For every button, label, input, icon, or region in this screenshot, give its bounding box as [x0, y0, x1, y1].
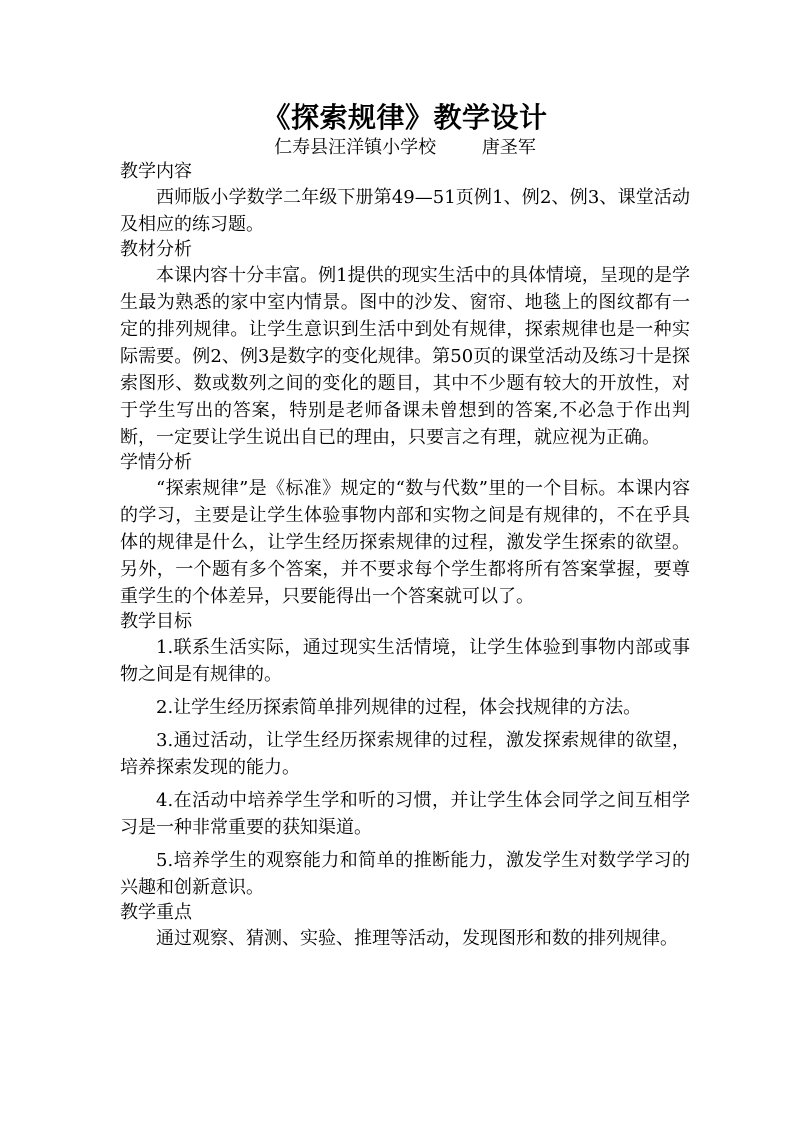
section-focus: [120, 901, 690, 952]
section-content: [120, 160, 690, 238]
author-byline: 仁寿县汪洋镇小学校 唐圣军: [274, 137, 536, 158]
section-students: [120, 451, 690, 610]
goal-item: 5.培养学生的观察能力和简单的推断能力，激发学生对数学学习的兴趣和创新意识。: [120, 850, 690, 898]
goal-item: 1.联系生活实际，通过现实生活情境，让学生体验到事物内部或事物之间是有规律的。: [120, 637, 690, 685]
goal-item: 3.通过活动，让学生经历探索规律的过程，激发探索规律的欲望，培养探索发现的能力。: [120, 730, 690, 778]
section-text-content: 西师版小学数学二年级下册第49—51页例1、例2、例3、课堂活动及相应的练习题。: [120, 187, 690, 235]
section-heading-goals: 教学目标: [120, 611, 192, 632]
section-heading-content: 教学内容: [120, 161, 192, 182]
section-text-focus: 通过观察、猜测、实验、推理等活动，发现图形和数的排列规律。: [156, 928, 678, 949]
document-page: [120, 100, 690, 952]
section-heading-students: 学情分析: [120, 452, 192, 473]
goal-item: 2.让学生经历探索简单排列规律的过程，体会找规律的方法。: [156, 697, 642, 718]
section-materials: [120, 238, 690, 451]
goal-item: 4.在活动中培养学生学和听的习惯，并让学生体会同学之间互相学习是一种非常重要的获知渠道。: [120, 790, 690, 838]
section-heading-focus: 教学重点: [120, 902, 192, 923]
section-text-students: “探索规律”是《标准》规定的“数与代数”里的一个目标。本课内容的学习，主要是让学生体验事物内部和实物之间是有规律的，不在乎具体的规律是什么，让学生经历探索规律的过程，激发学生探索的欲望。另外，一个题有多个答案，并不要求每个学生都将所有答案掌握，要尊重学生的个体差异，只要能得出一个答案就可以了。: [120, 478, 690, 607]
document-title: 《探索规律》教学设计: [262, 101, 548, 134]
section-goals: [120, 610, 690, 901]
section-heading-materials: 教材分析: [120, 239, 192, 260]
section-text-materials: 本课内容十分丰富。例1提供的现实生活中的具体情境，呈现的是学生最为熟悉的家中室内情景。图中的沙发、窗帘、地毯上的图纹都有一定的排列规律。让学生意识到生活中到处有规律，探索规律也是一种实际需要。例2、例3是数字的变化规律。第50页的课堂活动及练习十是探索图形、数或数列之间的变化的题目，其中不少题有较大的开放性，对于学生写出的答案，特别是老师备课未曾想到的答案,不必急于作出判断，一定要让学生说出自已的理由，只要言之有理，就应视为正确。: [120, 265, 690, 448]
